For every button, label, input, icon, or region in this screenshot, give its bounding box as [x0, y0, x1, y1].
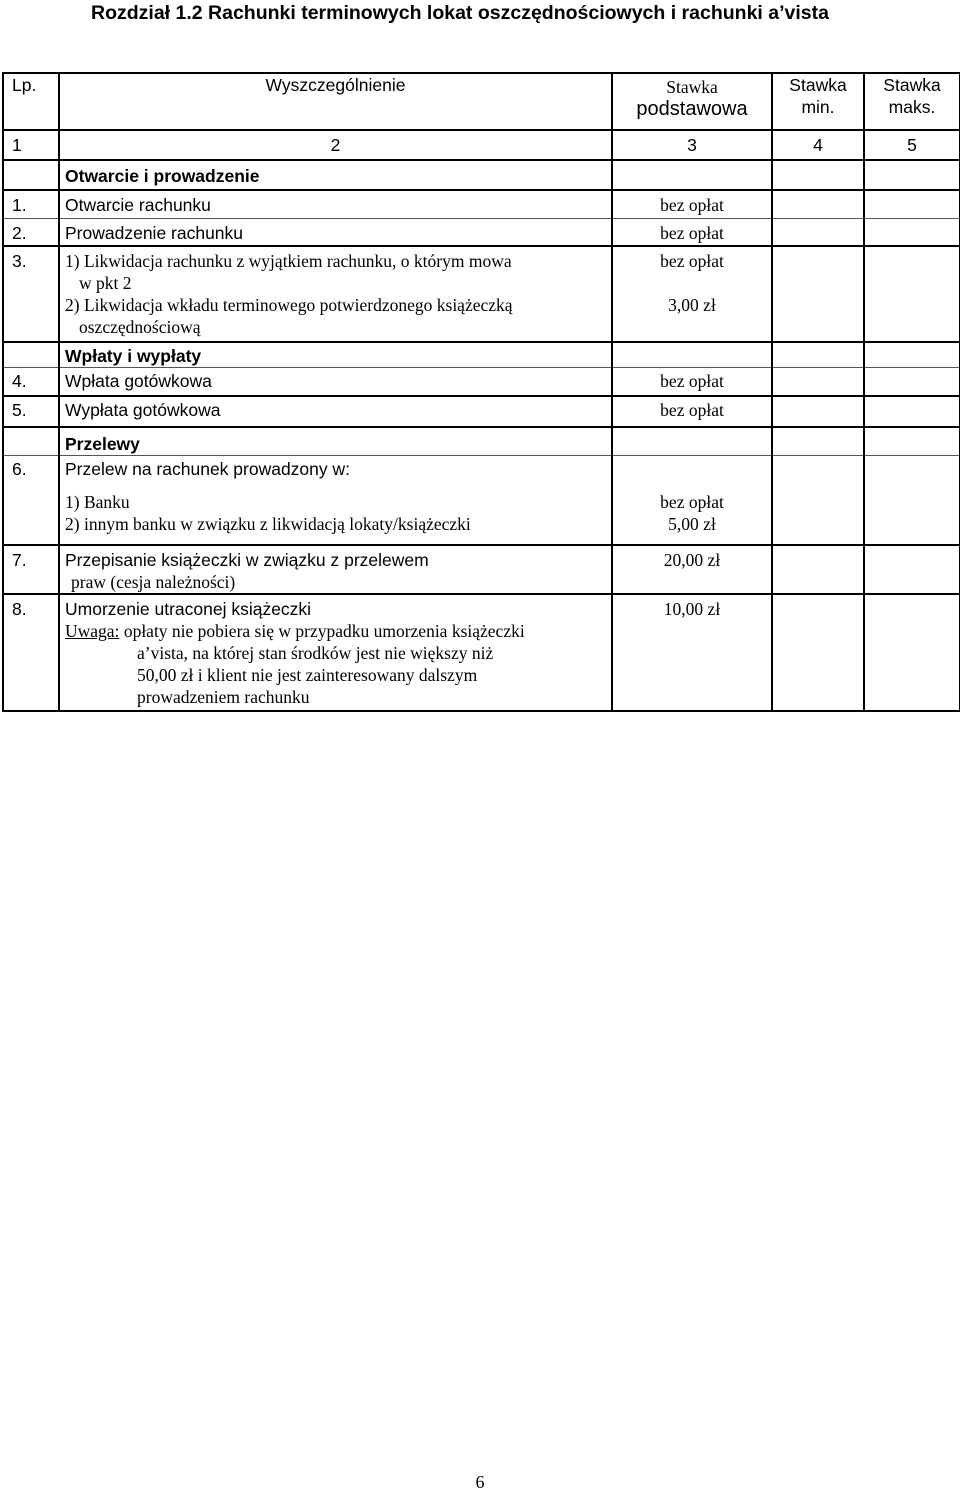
row-number: 3.: [3, 246, 59, 342]
section-heading: Otwarcie i prowadzenie: [59, 160, 612, 190]
row-number: 1.: [3, 190, 59, 218]
section-row: [3, 342, 960, 368]
column-number: 2: [59, 130, 612, 160]
row-note-line: 50,00 zł i klient nie jest zainteresowany dalszym: [137, 665, 478, 685]
row-description: Wpłata gotówkowa: [59, 368, 612, 396]
row-rate: bez opłat: [612, 368, 772, 396]
row-note-line: [65, 620, 611, 642]
note-label: Uwaga:: [65, 621, 120, 641]
row-description-line: 2) innym banku w związku z likwidacją lokaty/książeczki: [65, 513, 471, 534]
header-max-rate-line1: Stawka: [883, 75, 941, 95]
row-rate: [612, 246, 772, 342]
row-rate: 20,00 zł: [612, 545, 772, 594]
header-lp: Lp.: [3, 73, 59, 130]
header-max-rate: [864, 73, 960, 130]
table-row: [3, 368, 960, 396]
header-min-rate-line2: min.: [801, 97, 835, 117]
column-number: 4: [772, 130, 864, 160]
row-rate: bez opłat: [612, 218, 772, 246]
row-description: [59, 455, 612, 545]
row-rate: [612, 455, 772, 545]
header-base-rate: [612, 73, 772, 130]
row-description: [59, 594, 612, 711]
row-description-line: Przepisanie książeczki w związku z przelewem: [65, 550, 429, 570]
header-min-rate-line1: Stawka: [789, 75, 847, 95]
column-number: 5: [864, 130, 960, 160]
row-description-line: w pkt 2: [79, 273, 132, 293]
row-number: 5.: [3, 396, 59, 427]
row-rate-b: 3,00 zł: [668, 295, 716, 315]
page-number: 6: [475, 1472, 485, 1492]
row-description-line: 1) Likwidacja rachunku z wyjątkiem rachunku, o którym mowa: [65, 251, 512, 271]
table-row: [3, 594, 960, 711]
header-row: [3, 73, 960, 130]
row-description-line: oszczędnościową: [79, 317, 201, 337]
column-number-row: [3, 130, 960, 160]
row-description: Wypłata gotówkowa: [59, 396, 612, 427]
row-number: 7.: [3, 545, 59, 594]
header-base-rate-line1: Stawka: [666, 77, 718, 97]
row-number: 2.: [3, 218, 59, 246]
row-description-line: 1) Banku: [65, 491, 130, 512]
column-number: 3: [612, 130, 772, 160]
page-title: Rozdział 1.2 Rachunki terminowych lokat oszczędnościowych i rachunki a’vista: [91, 2, 829, 24]
header-description: Wyszczególnienie: [59, 73, 612, 130]
row-description: [59, 246, 612, 342]
section-row: [3, 160, 960, 190]
row-number: 4.: [3, 368, 59, 396]
fee-table: [2, 72, 960, 712]
row-rate-a: bez opłat: [660, 251, 724, 271]
section-heading: Wpłaty i wypłaty: [59, 342, 612, 368]
header-min-rate: [772, 73, 864, 130]
table-row: [3, 246, 960, 342]
row-description: Otwarcie rachunku: [59, 190, 612, 218]
table-row: [3, 218, 960, 246]
table-row: [3, 455, 960, 545]
header-max-rate-line2: maks.: [888, 97, 936, 117]
row-rate-b: 5,00 zł: [668, 513, 716, 534]
row-description: [59, 545, 612, 594]
row-rate-a: bez opłat: [660, 491, 724, 512]
column-number: 1: [3, 130, 59, 160]
table-row: [3, 190, 960, 218]
row-description-line: Umorzenie utraconej książeczki: [65, 599, 312, 619]
row-rate: 10,00 zł: [612, 594, 772, 711]
row-note-line: prowadzeniem rachunku: [137, 687, 310, 707]
row-description-line: Przelew na rachunek prowadzony w:: [65, 458, 351, 479]
table-row: [3, 396, 960, 427]
row-rate: bez opłat: [612, 396, 772, 427]
row-note-line: a’vista, na której stan środków jest nie większy niż: [137, 643, 494, 663]
row-description-line: praw (cesja należności): [71, 572, 236, 592]
section-row: [3, 427, 960, 456]
header-base-rate-line2: podstawowa: [636, 98, 748, 120]
row-rate: bez opłat: [612, 190, 772, 218]
row-description: Prowadzenie rachunku: [59, 218, 612, 246]
row-description-line: 2) Likwidacja wkładu terminowego potwierdzonego książeczką: [65, 295, 513, 315]
row-number: 8.: [3, 594, 59, 711]
note-text: opłaty nie pobiera się w przypadku umorzenia książeczki: [119, 621, 525, 641]
row-number: 6.: [3, 455, 59, 545]
section-heading: Przelewy: [59, 427, 612, 456]
table-row: [3, 545, 960, 594]
